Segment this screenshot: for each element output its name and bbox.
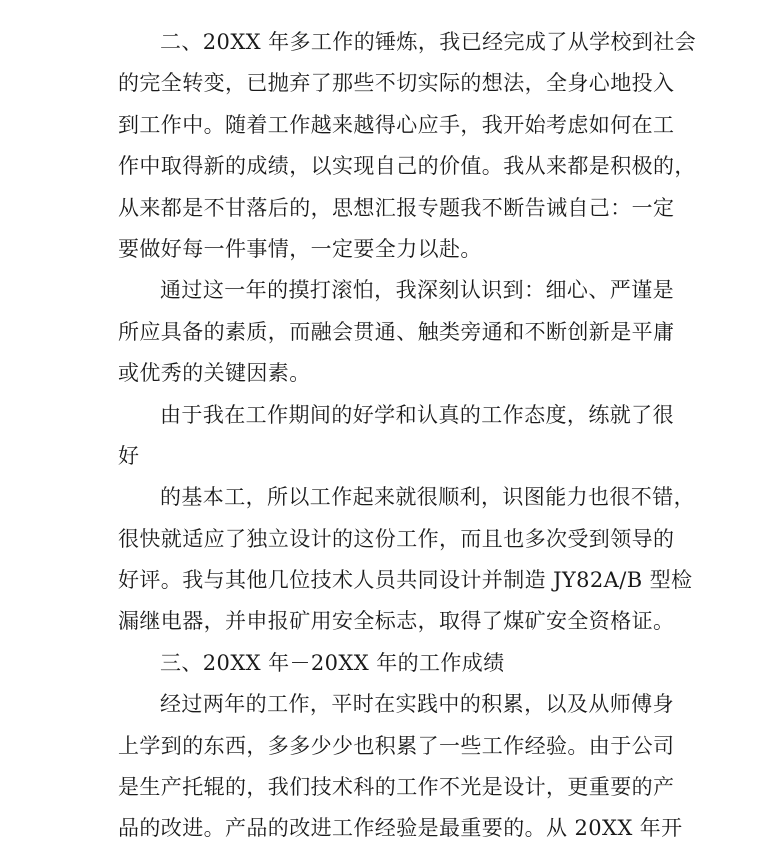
- text-line: 好评。我与其他几位技术人员共同设计并制造 JY82A/B 型检: [118, 568, 693, 593]
- text-line: 很快就适应了独立设计的这份工作，而且也多次受到领导的: [118, 526, 675, 551]
- text-line: 从来都是不甘落后的，思想汇报专题我不断告诫自己：一定: [118, 195, 675, 220]
- text-line: 或优秀的关键因素。: [118, 361, 311, 386]
- text-line: 好: [118, 443, 140, 468]
- text-line: 是生产托辊的，我们技术科的工作不光是设计，更重要的产: [118, 775, 675, 800]
- text-line: 上学到的东西，多多少少也积累了一些工作经验。由于公司: [118, 733, 675, 758]
- text-line: 经过两年的工作，平时在实践中的积累，以及从师傅身: [160, 692, 674, 717]
- section-heading: 三、20XX 年－20XX 年的工作成绩: [160, 650, 505, 675]
- text-line: 品的改进。产品的改进工作经验是最重要的。从 20XX 年开: [118, 816, 683, 841]
- text-line: 到工作中。随着工作越来越得心应手，我开始考虑如何在工: [118, 112, 675, 137]
- text-line: 的基本工，所以工作起来就很顺利，识图能力也很不错，: [160, 485, 695, 510]
- text-line: 的完全转变，已抛弃了那些不切实际的想法，全身心地投入: [118, 71, 675, 96]
- text-line: 通过这一年的摸打滚怕，我深刻认识到：细心、严谨是: [160, 278, 674, 303]
- text-line: 要做好每一件事情，一定要全力以赴。: [118, 236, 482, 261]
- document-body: [118, 22, 697, 850]
- text-line: 所应具备的素质，而融会贯通、触类旁通和不断创新是平庸: [118, 319, 675, 344]
- text-line: 漏继电器，并申报矿用安全标志，取得了煤矿安全资格证。: [118, 609, 675, 634]
- text-line: 作中取得新的成绩，以实现自己的价值。我从来都是积极的，: [118, 154, 696, 179]
- text-line: 由于我在工作期间的好学和认真的工作态度，练就了很: [160, 402, 674, 427]
- text-line: 二、20XX 年多工作的锤炼，我已经完成了从学校到社会: [160, 30, 697, 54]
